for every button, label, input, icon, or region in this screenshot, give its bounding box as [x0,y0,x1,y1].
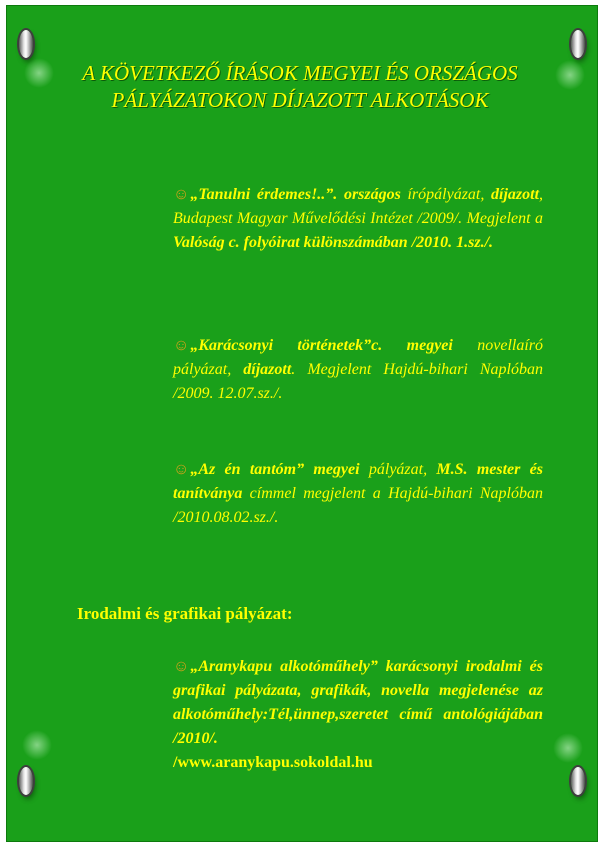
glow-bottom-left [22,730,52,760]
entry-text: pályázat, [359,461,437,478]
entry-work-title: M.S. mester és tanítványa [173,461,544,502]
entry-text: novellaíró pályázat, [173,337,544,378]
pin-icon-bottom-left [19,767,33,795]
list-item-tantom [173,458,543,530]
page-title: A KÖVETKEZŐ ÍRÁSOK MEGYEI ÉS ORSZÁGOS PÁLYÁZATOKON DÍJAZOTT ALKOTÁSOK [82,61,518,112]
list-item-karacsonyi [173,334,543,406]
entry-title: „Tanulni érdemes!..”. [190,186,338,203]
entry-title: „Karácsonyi történetek”c. megyei [190,337,453,354]
entry-text: írópályázat, [400,186,491,203]
entry-text: . Megjelent Hajdú-bihari Naplóban /2009. 12.07.sz./. [173,361,544,402]
smiley-icon: ☺ [173,658,190,675]
entry-award: díjazott [243,361,292,378]
smiley-icon: ☺ [173,337,190,354]
smiley-icon: ☺ [173,461,190,478]
glow-top-left [24,58,54,88]
glow-bottom-right [553,733,583,763]
entry-award: díjazott [491,186,540,203]
pin-icon-top-left [19,30,33,58]
entry-text: , Budapest Magyar Művelődési Intézet /2009/. Megjelent a [173,186,544,227]
entry-level: országos [343,186,401,203]
pin-icon-bottom-right [571,767,585,795]
entry-text: címmel megjelent a Hajdú-bihari Naplóban /2010.08.02.sz./. [173,485,543,526]
entry-publication: Valóság c. folyóirat különszámában /2010. 1.sz./. [173,234,494,251]
list-item-tanulni [173,183,543,255]
smiley-icon: ☺ [173,186,190,203]
pin-icon-top-right [571,30,585,58]
entry-title: „Az én tantóm” megyei [190,461,360,478]
section-heading: Irodalmi és grafikai pályázat: [77,604,293,623]
website-link[interactable]: /www.aranykapu.sokoldal.hu [173,754,373,771]
list-item-aranykapu [173,655,543,775]
glow-top-right [555,60,585,90]
entry-title: „Aranykapu alkotóműhely” karácsonyi irodalmi és grafikai pályázata, grafikák, novella megjelenése az alkotóműhely:Tél,ünnep,szeretet című antológiájában /2010/. [173,658,543,747]
